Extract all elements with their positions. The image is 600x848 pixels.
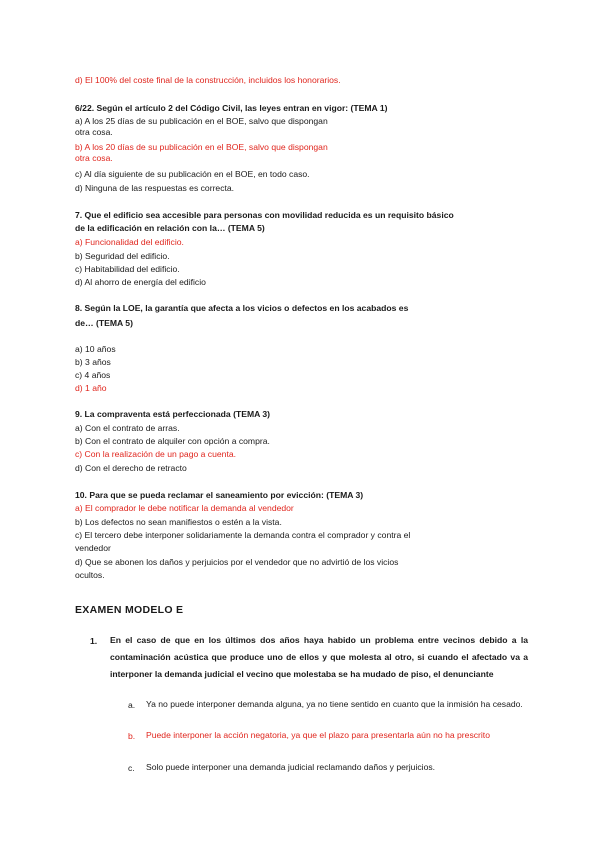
question-7-option-c: c) Habitabilidad del edificio. [75, 264, 180, 274]
question-7-option-d: d) Al ahorro de energía del edificio [75, 277, 206, 287]
question-6-option-b-cont: otra cosa. [75, 153, 113, 163]
question-1-number: 1. [90, 636, 98, 646]
question-6-option-a-cont: otra cosa. [75, 127, 113, 137]
question-1-option-c-text: Solo puede interponer una demanda judicial reclamando daños y perjuicios. [146, 762, 436, 772]
question-8-title: 8. Según la LOE, la garantía que afecta a los vicios o defectos en los acabados es [75, 303, 409, 313]
question-1-option-a-letter: a. [128, 700, 136, 710]
question-10-option-d-cont: ocultos. [75, 570, 105, 580]
question-7-title: 7. Que el edificio sea accesible para personas con movilidad reducida es un requisito básico [75, 210, 454, 220]
question-8-option-b: b) 3 años [75, 357, 111, 367]
question-8-option-c: c) 4 años [75, 370, 111, 380]
question-10-option-a: a) El comprador le debe notificar la demanda al vendedor [75, 503, 294, 513]
question-6-option-d: d) Ninguna de las respuestas es correcta. [75, 183, 235, 193]
question-8-title-cont: de… (TEMA 5) [75, 318, 133, 328]
question-7-option-a: a) Funcionalidad del edificio. [75, 237, 184, 247]
question-6-title: 6/22. Según el artículo 2 del Código Civil, las leyes entran en vigor: (TEMA 1) [75, 103, 388, 113]
question-8-option-a: a) 10 años [75, 344, 116, 354]
question-7-option-b: b) Seguridad del edificio. [75, 251, 170, 261]
question-10-option-c-cont: vendedor [75, 543, 111, 553]
question-9-option-c: c) Con la realización de un pago a cuenta. [75, 449, 236, 459]
question-9-option-b: b) Con el contrato de alquiler con opción a compra. [75, 436, 270, 446]
question-6-option-c: c) Al día siguiente de su publicación en el BOE, en todo caso. [75, 169, 310, 179]
question-9-option-a: a) Con el contrato de arras. [75, 423, 180, 433]
question-10-title: 10. Para que se pueda reclamar el saneamiento por evicción: (TEMA 3) [75, 490, 364, 500]
question-7-title-cont: de la edificación en relación con la… (TEMA 5) [75, 223, 265, 233]
question-6-option-a: a) A los 25 días de su publicación en el BOE, salvo que dispongan [75, 116, 328, 126]
question-10-option-d: d) Que se abonen los daños y perjuicios por el vendedor que no advirtió de los vicios [75, 557, 399, 567]
question-8-option-d: d) 1 año [75, 383, 107, 393]
question-1-option-c-letter: c. [128, 763, 135, 773]
question-1-text: En el caso de que en los últimos dos años haya habido un problema entre vecinos debido a la contaminación acústica que produce uno de ellos y que molesta al otro, si cuando el afectado va a interponer la demanda judicial el vecino que molestaba se ha mudado de piso, el denunciante [110, 635, 528, 679]
prev-answer-d: d) El 100% del coste final de la construcción, incluidos los honorarios. [75, 75, 341, 85]
question-9-option-d: d) Con el derecho de retracto [75, 463, 187, 473]
question-6-option-b: b) A los 20 días de su publicación en el BOE, salvo que dispongan [75, 142, 328, 152]
question-10-option-b: b) Los defectos no sean manifiestos o estén a la vista. [75, 517, 282, 527]
question-9-title: 9. La compraventa está perfeccionada (TEMA 3) [75, 409, 271, 419]
exam-title: EXAMEN MODELO E [75, 604, 184, 616]
question-1-option-a-text: Ya no puede interponer demanda alguna, ya no tiene sentido en cuanto que la inmisión ha cesado. [146, 699, 523, 709]
question-1-option-b-text: Puede interponer la acción negatoria, ya que el plazo para presentarla aún no ha prescrito [146, 730, 490, 740]
question-1-option-b-letter: b. [128, 731, 136, 741]
question-10-option-c: c) El tercero debe interponer solidariamente la demanda contra el comprador y contra el [75, 530, 411, 540]
